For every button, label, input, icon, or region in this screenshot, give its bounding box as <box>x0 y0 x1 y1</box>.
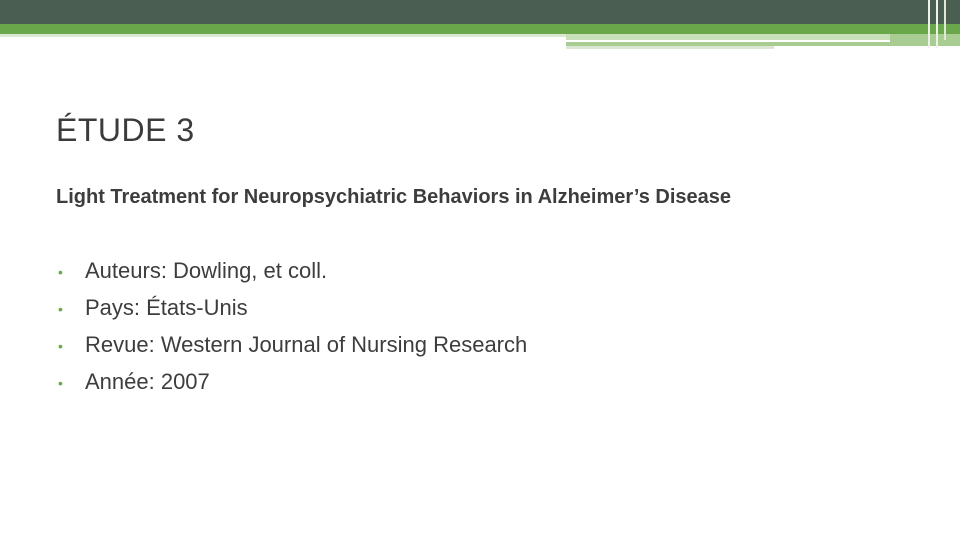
bullet-item-country <box>58 293 527 330</box>
bullet-item-year <box>58 367 527 404</box>
header-vertical-line <box>928 0 930 48</box>
bullet-dot-icon: • <box>58 301 63 317</box>
bullet-item-authors <box>58 256 527 293</box>
bullet-text: Auteurs: Dowling, et coll. <box>85 258 328 283</box>
bullet-item-journal <box>58 330 527 367</box>
bullet-dot-icon: • <box>58 338 63 354</box>
bullet-text: Année: 2007 <box>85 369 210 394</box>
bullet-text: Pays: États-Unis <box>85 295 248 320</box>
bullet-list <box>58 256 527 404</box>
header-accent-line-left <box>0 34 566 37</box>
bullet-text: Revue: Western Journal of Nursing Research <box>85 332 528 357</box>
header-accent-step-lower <box>566 46 774 49</box>
bullet-dot-icon: • <box>58 375 63 391</box>
header-band-dark <box>0 0 960 24</box>
header-accent-divider <box>566 40 890 42</box>
bullet-dot-icon: • <box>58 264 63 280</box>
slide-subtitle: Light Treatment for Neuropsychiatric Behaviors in Alzheimer’s Disease <box>56 186 732 208</box>
slide-title: ÉTUDE 3 <box>56 112 195 148</box>
header-vertical-line <box>936 0 938 48</box>
header-band-green <box>0 24 960 34</box>
header-vertical-line <box>944 0 946 40</box>
